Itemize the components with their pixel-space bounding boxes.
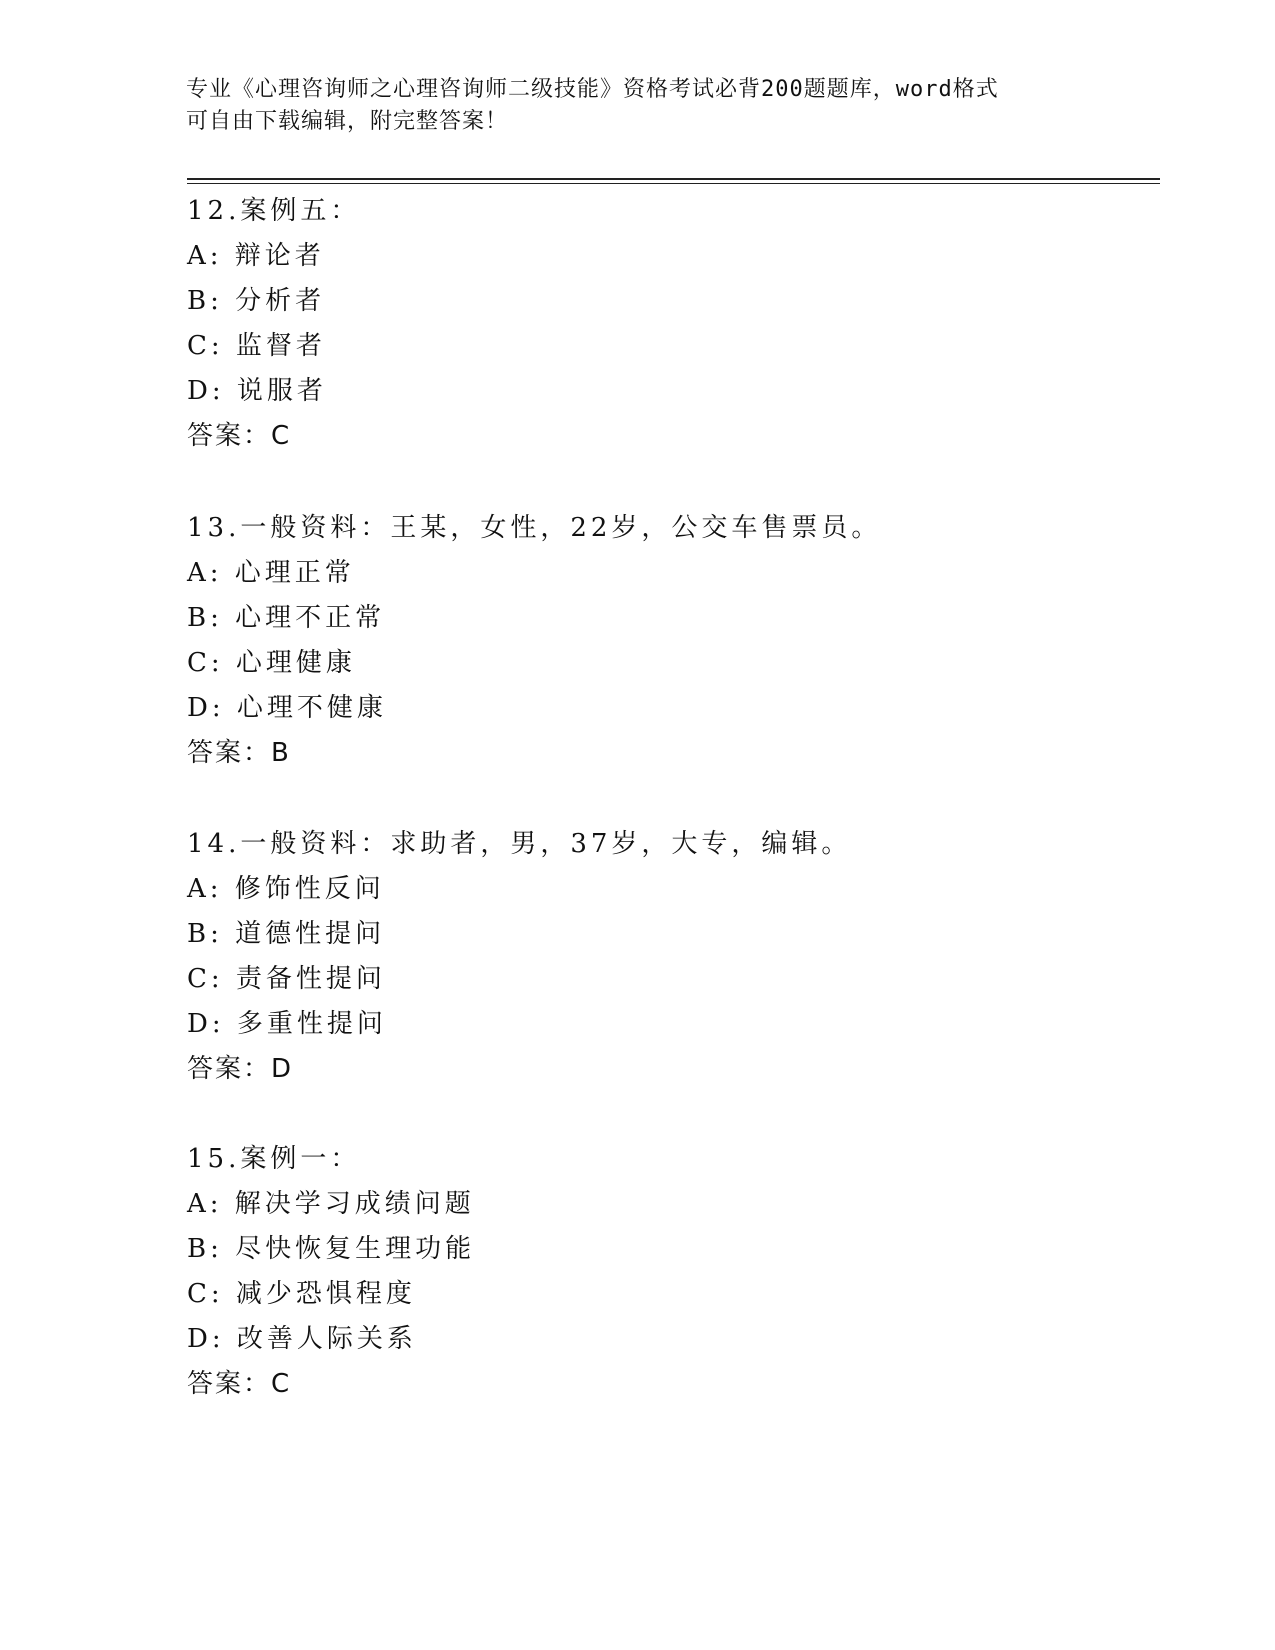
- answer-label: 答案：D: [187, 1054, 294, 1084]
- answer-label: 答案：B: [187, 738, 291, 768]
- header-line-2: 可自由下载编辑，附完整答案！: [186, 109, 509, 134]
- option-c: C: 减少恐惧程度: [187, 1279, 416, 1309]
- option-b: B: 尽快恢复生理功能: [187, 1234, 476, 1264]
- option-d: D: 说服者: [187, 376, 327, 406]
- question-stem: 14.一般资料：求助者，男，37岁，大专，编辑。: [187, 829, 852, 859]
- option-c: C: 监督者: [187, 331, 326, 361]
- option-a: A: 解决学习成绩问题: [187, 1189, 475, 1219]
- answer-label: 答案：C: [187, 421, 292, 451]
- option-b: B: 道德性提问: [187, 919, 386, 949]
- option-c: C: 责备性提问: [187, 964, 386, 994]
- question-stem: 12.案例五：: [187, 196, 361, 226]
- option-a: A: 辩论者: [187, 241, 325, 271]
- header-line-1: 专业《心理咨询师之心理咨询师二级技能》资格考试必背200题题库，word格式: [186, 77, 999, 102]
- header-divider-thin: [187, 183, 1160, 184]
- option-b: B: 心理不正常: [187, 603, 386, 633]
- answer-label: 答案：C: [187, 1369, 292, 1399]
- option-a: A: 心理正常: [187, 558, 355, 588]
- document-header: [186, 74, 1086, 138]
- option-d: D: 改善人际关系: [187, 1324, 417, 1354]
- option-c: C: 心理健康: [187, 648, 356, 678]
- question-stem: 15.案例一：: [187, 1144, 361, 1174]
- header-divider-thick: [187, 178, 1160, 180]
- option-b: B: 分析者: [187, 286, 326, 316]
- option-a: A: 修饰性反问: [187, 874, 385, 904]
- question-stem: 13.一般资料：王某，女性，22岁，公交车售票员。: [187, 513, 882, 543]
- option-d: D: 心理不健康: [187, 693, 387, 723]
- option-d: D: 多重性提问: [187, 1009, 387, 1039]
